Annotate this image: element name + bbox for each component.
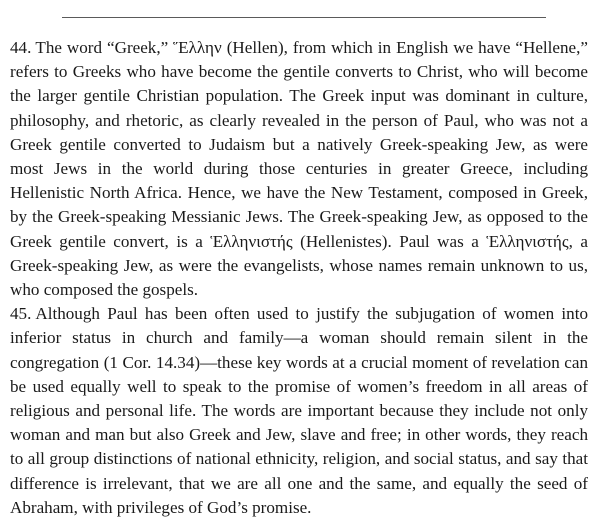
footnote-number: 44. [10,38,32,57]
footnote-45 [10,302,588,520]
footnote-separator-rule [62,17,546,18]
footnote-44 [10,36,588,302]
footnotes [10,36,588,520]
footnote-text: The word “Greek,” Ἕλλην (Hellen), from which in English we have “Hellene,” refers to Greeks who have become the gentile converts to Christ, who will become the larger gentile Christian population. The Greek input was dominant in culture, philosophy, and rhetoric, as clearly revealed in the person of Paul, who was not a Greek gentile converted to Judaism but a natively Greek-speaking Jew, as were most Jews in the world during those centuries in greater Greece, including Hellenistic North Africa. Hence, we have the New Testament, composed in Greek, by the Greek-speaking Messianic Jews. The Greek-speaking Jew, as opposed to the Greek gentile convert, is a Ἑλληνιστής (Hellenistes). Paul was a Ἑλληνιστής, a Greek-speaking Jew, as were the evangelists, whose names remain unknown to us, who composed the gospels. [10,38,588,300]
footnote-number: 45. [10,304,32,324]
footnote-text: Although Paul has been often used to justify the subjugation of women into inferior status in church and family—a woman should remain silent in the congregation (1 Cor. 14.34)—these key words at a crucial moment of revelation can be used equally well to speak to the promise of women’s freedom in all areas of religious and personal life. The words are important because they include not only woman and man but also Greek and Jew, slave and free; in other words, they reach to all group distinctions of national ethnicity, religion, and social status, and say that difference is irrelevant, that we are all one and the same, and equally the seed of Abraham, with privileges of God’s promise. [10,304,588,517]
